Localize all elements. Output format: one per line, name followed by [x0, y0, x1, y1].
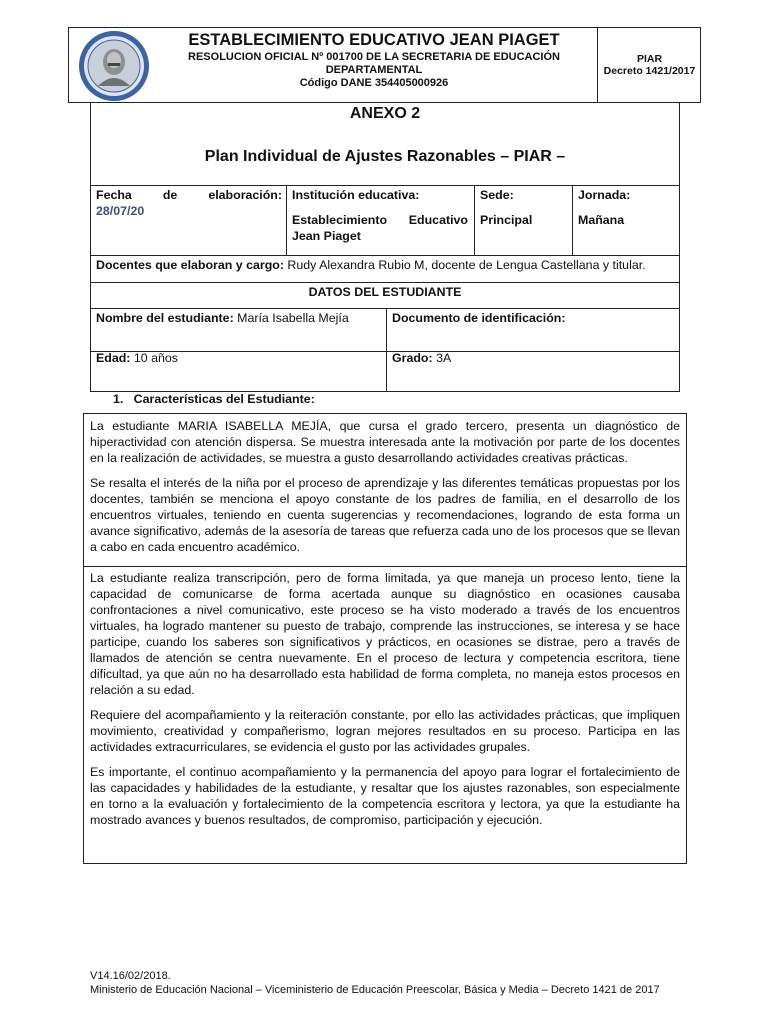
- info-divider-3: [572, 185, 573, 256]
- fecha-value: 28/07/20: [96, 204, 145, 218]
- box2-paragraph-1: La estudiante realiza transcripción, pero de forma limitada, ya que maneja un proceso lento, tiene la capacidad de comunicarse de forma acertada aunque su diagnóstico en ocasiones causaba confrontaciones a nivel comunicativo, este proceso se ha visto moderado a través de los encuentros virtuales, ha logrado mantener su puesto de trabajo, comprende las instrucciones, se interesa y se hace participe, cuando los saberes son significativos y prácticos, en ocasiones se distrae, pero a través de llamados de atención se centra nuevamente. En el proceso de lectura y competencia escritora, tiene dificultad, ya que aún no ha desarrollado esta habilidad de forma completa, no maneja estos procesos en relación a su edad.: [90, 571, 680, 697]
- edad-field: Edad: 10 años: [96, 351, 178, 365]
- info-divider-1: [286, 185, 287, 256]
- docentes-value: Rudy Alexandra Rubio M, docente de Lengua Castellana y titular.: [283, 258, 646, 272]
- sede-value: Principal: [480, 213, 533, 227]
- resolution-line-2: DEPARTAMENTAL: [325, 64, 423, 76]
- school-seal-logo: [78, 30, 150, 102]
- grado-field: Grado: 3A: [392, 351, 452, 365]
- decree-label: Decreto 1421/2017: [603, 65, 696, 77]
- box1-paragraph-1: La estudiante MARIA ISABELLA MEJÍA, que cursa el grado tercero, presenta un diagnóstico de hiperactividad con atención dispersa. Se muestra interesada ante la motivación por parte de los docentes en la realización de actividades, se muestra a gusto desarrollando actividades creativas prácticas.: [90, 419, 680, 465]
- docentes-label: Docentes que elaboran y cargo:: [96, 258, 284, 272]
- institucion-label: Institución educativa:: [292, 188, 420, 202]
- box1-paragraph-2: Se resalta el interés de la niña por el proceso de aprendizaje y las diferentes temáticas propuestas por los docentes, también se menciona el apoyo constante de los padres de familia, en el desarrollo de los encuentros virtuales, teniendo en cuenta sugerencias y recomendaciones, logrando de esta forma un avance significativo, además de la asesoría de tareas que refuerza cada uno de los procesos que se llevan a cabo en cada encuentro académico.: [90, 476, 680, 554]
- fecha-label: Fecha de elaboración:: [96, 188, 282, 202]
- section-1-heading: 1. Características del Estudiante:: [113, 392, 315, 406]
- institution-title: ESTABLECIMIENTO EDUCATIVO JEAN PIAGET: [188, 31, 560, 49]
- plan-title: Plan Individual de Ajustes Razonables – PIAR –: [204, 148, 566, 165]
- footer-ministry: Ministerio de Educación Nacional – Viceministerio de Educación Preescolar, Básica y Media – Decreto 1421 de 2017: [90, 984, 660, 996]
- docentes-row: [90, 255, 680, 283]
- characteristics-box-1: [83, 413, 687, 567]
- student-section-title: DATOS DEL ESTUDIANTE: [90, 282, 680, 309]
- jornada-label: Jornada:: [578, 188, 631, 202]
- dane-code: Código DANE 354405000926: [299, 77, 449, 89]
- footer-version: V14.16/02/2018.: [90, 970, 171, 982]
- jornada-value: Mañana: [578, 213, 625, 227]
- annex-label: ANEXO 2: [349, 105, 421, 122]
- box2-paragraph-3: Es importante, el continuo acompañamiento y la permanencia del apoyo para lograr el fortalecimiento de las capacidades y habilidades de la estudiante, y resaltar que los ajustes razonables, son especialmente en torno a la evaluación y fortalecimiento de la competencia escritora y lectora, ya que la estudiante ha mostrado avances y buenos resultados, de compromiso, participación y ejecución.: [90, 765, 680, 827]
- resolution-line-1: RESOLUCION OFICIAL Nº 001700 DE LA SECRETARIA DE EDUCACIÓN: [188, 51, 560, 63]
- piar-label: PIAR: [636, 53, 663, 65]
- institucion-value: Establecimiento Educativo Jean Piaget: [292, 213, 468, 243]
- box2-paragraph-2: Requiere del acompañamiento y la reiteración constante, por ello las actividades prácticas, que impliquen movimiento, creatividad y compañerismo, logran mejores resultados en su proceso. Participa en las actividades extracurriculares, se evidencia el gusto por las actividades grupales.: [90, 708, 680, 754]
- characteristics-box-2: [83, 566, 687, 864]
- sede-label: Sede:: [480, 188, 514, 202]
- info-divider-2: [474, 185, 475, 256]
- nombre-field: Nombre del estudiante: María Isabella Mejía: [96, 311, 349, 325]
- documento-label: Documento de identificación:: [392, 311, 566, 325]
